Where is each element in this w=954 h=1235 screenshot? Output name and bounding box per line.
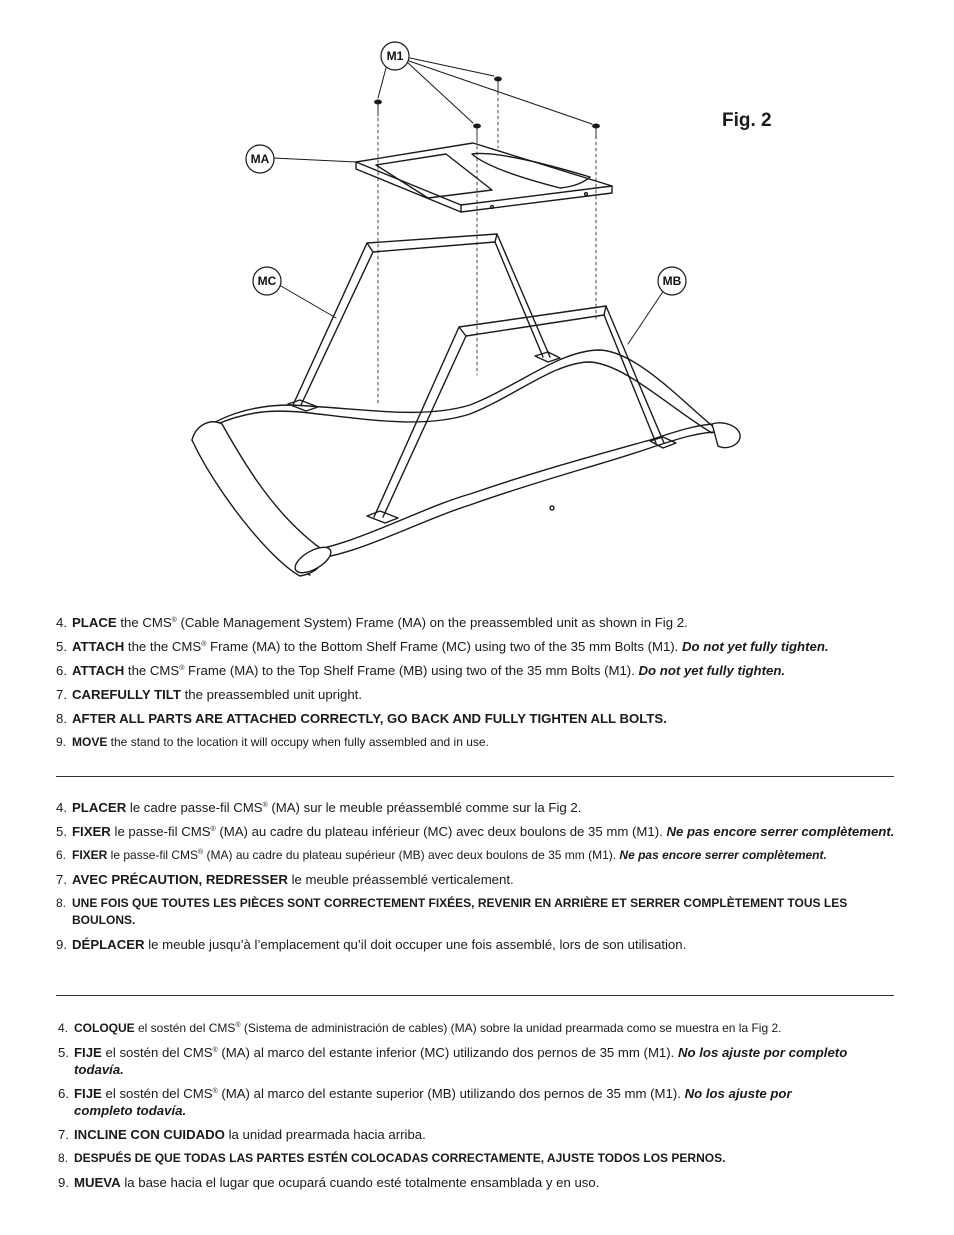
registered-mark: ® [212,1047,218,1054]
callout-mb-label: MB [662,274,682,288]
step-number: 9. [56,735,67,749]
callout-ma-label: MA [250,152,270,166]
step-warning: Do not yet fully tighten. [682,639,829,654]
section-divider [56,776,894,777]
french-step-9 [56,936,896,953]
step-action: CAREFULLY TILT [72,687,181,702]
step-number: 5. [58,1045,69,1060]
callout-m1-label: M1 [386,49,404,63]
french-instructions [56,799,896,960]
french-step-8 [56,895,896,929]
step-action: UNE FOIS QUE TOUTES LES PIÈCES SONT CORRECTEMENT FIXÉES, REVENIR EN ARRIÈRE ET SERRER COMPLÈTEMENT TOUS LES BOULONS. [72,896,848,927]
callout-mb [658,267,686,295]
spanish-step-7 [58,1126,898,1143]
step-text: la unidad prearmada hacia arriba. [224,1127,426,1142]
step-warning: Do not yet fully tighten. [638,663,786,678]
registered-mark: ® [210,826,216,833]
step-text: le cadre passe-fil CMS [126,800,263,815]
section-divider [56,995,894,996]
step-text: Frame (MA) to the Top Shelf Frame (MB) using two of the 35 mm Bolts (M1). [184,663,639,678]
english-step-4 [56,614,896,631]
bolt-1-icon [375,100,382,116]
spanish-step-9 [58,1174,898,1191]
english-step-7 [56,686,896,703]
step-text: el sostén del CMS [101,1086,213,1101]
registered-mark: ® [179,665,185,672]
step-action: ATTACH [72,663,125,678]
step-number: 6. [58,1086,69,1101]
step-action: FIJE [74,1086,102,1101]
step-text: (MA) al marco del estante superior (MB) utilizando dos pernos de 35 mm (M1). [217,1086,685,1101]
callout-mc [253,267,281,295]
assembly-diagram [0,0,954,600]
step-text: el sostén del CMS [134,1021,236,1035]
step-text: the CMS [124,663,180,678]
curved-base [192,350,740,578]
step-text: (Cable Management System) Frame (MA) on the preassembled unit as shown in Fig 2. [176,615,688,630]
step-number: 6. [56,663,67,678]
step-action: DESPUÉS DE QUE TODAS LAS PARTES ESTÉN COLOCADAS CORRECTAMENTE, AJUSTE TODOS LOS PERNOS. [74,1151,726,1165]
step-action: ATTACH [72,639,125,654]
step-number: 9. [56,937,67,952]
registered-mark: ® [212,1088,218,1095]
step-number: 6. [56,848,67,862]
step-text: Frame (MA) to the Bottom Shelf Frame (MC) using two of the 35 mm Bolts (M1). [206,639,683,654]
step-action: DÉPLACER [72,937,145,952]
callout-m1 [381,42,409,70]
figure-title: Fig. 2 [722,110,772,131]
step-text: (MA) au cadre du plateau inférieur (MC) avec deux boulons de 35 mm (M1). [215,824,667,839]
french-step-4 [56,799,896,816]
step-action: INCLINE CON CUIDADO [74,1127,225,1142]
step-number: 7. [56,872,67,887]
step-text: (MA) au cadre du plateau supérieur (MB) avec deux boulons de 35 mm (M1). [203,848,620,862]
spanish-step-5 [58,1044,898,1078]
bolt-4-icon [593,124,600,138]
bottom-shelf-frame-mc [288,234,560,411]
step-action: PLACER [72,800,127,815]
registered-mark: ® [171,617,177,624]
english-step-5 [56,638,896,655]
spanish-step-4 [58,1020,898,1037]
registered-mark: ® [201,641,207,648]
step-text: (MA) al marco del estante inferior (MC) utilizando dos pernos de 35 mm (M1). [217,1045,678,1060]
step-number: 7. [56,687,67,702]
step-action: FIJE [74,1045,102,1060]
step-action: COLOQUE [74,1021,135,1035]
step-warning: No los ajuste por completo todavía. [74,1086,792,1118]
step-text: (Sistema de administración de cables) (MA) sobre la unidad prearmada como se muestra en la Fig 2. [240,1021,782,1035]
step-text: le passe-fil CMS [107,848,199,862]
registered-mark: ® [262,802,268,809]
step-action: PLACE [72,615,117,630]
step-action: FIXER [72,824,111,839]
cms-frame-ma [356,143,612,212]
step-text: le meuble jusqu’à l’emplacement qu’il doit occuper une fois assemblé, lors de son utilisation. [144,937,687,952]
english-step-9 [56,734,896,751]
step-warning: Ne pas encore serrer complètement. [666,824,895,839]
spanish-instructions [58,1020,898,1198]
m1-leaders [273,58,664,344]
bolt-2-icon [495,77,502,92]
spanish-step-6 [58,1085,898,1119]
step-text: le passe-fil CMS [110,824,211,839]
step-text: la base hacia el lugar que ocupará cuando esté totalmente ensamblada y en uso. [120,1175,600,1190]
step-number: 8. [56,711,67,726]
step-text: the the CMS [124,639,202,654]
step-warning: No los ajuste por completo todavía. [74,1045,848,1077]
step-number: 4. [56,800,67,815]
spanish-step-8 [58,1150,898,1167]
step-number: 5. [56,824,67,839]
step-action: FIXER [72,848,108,862]
step-number: 5. [56,639,67,654]
english-step-8 [56,710,896,727]
step-action: MUEVA [74,1175,121,1190]
step-text: (MA) sur le meuble préassemblé comme sur la Fig 2. [267,800,582,815]
french-step-7 [56,871,896,888]
step-text: the stand to the location it will occupy when fully assembled and in use. [107,735,489,749]
french-step-6 [56,847,896,864]
step-number: 8. [58,1151,69,1165]
step-number: 4. [56,615,67,630]
bolt-icons [375,77,600,140]
french-step-5 [56,823,896,840]
bolt-3-icon [474,124,481,140]
step-number: 8. [56,896,67,910]
step-text: el sostén del CMS [101,1045,213,1060]
step-text: le meuble préassemblé verticalement. [287,872,514,887]
step-action: AFTER ALL PARTS ARE ATTACHED CORRECTLY, GO BACK AND FULLY TIGHTEN ALL BOLTS. [72,711,667,726]
english-instructions [56,614,896,758]
registered-mark: ® [198,849,204,856]
step-text: the preassembled unit upright. [180,687,362,702]
step-action: AVEC PRÉCAUTION, REDRESSER [72,872,288,887]
step-text: the CMS [116,615,172,630]
step-number: 7. [58,1127,69,1142]
step-number: 4. [58,1021,69,1035]
callout-ma [246,145,274,173]
step-warning: Ne pas encore serrer complètement. [619,848,827,862]
callout-mc-label: MC [257,274,277,288]
step-action: MOVE [72,735,108,749]
step-number: 9. [58,1175,69,1190]
top-shelf-frame-mb [367,306,676,523]
english-step-6 [56,662,896,679]
registered-mark: ® [235,1022,241,1029]
